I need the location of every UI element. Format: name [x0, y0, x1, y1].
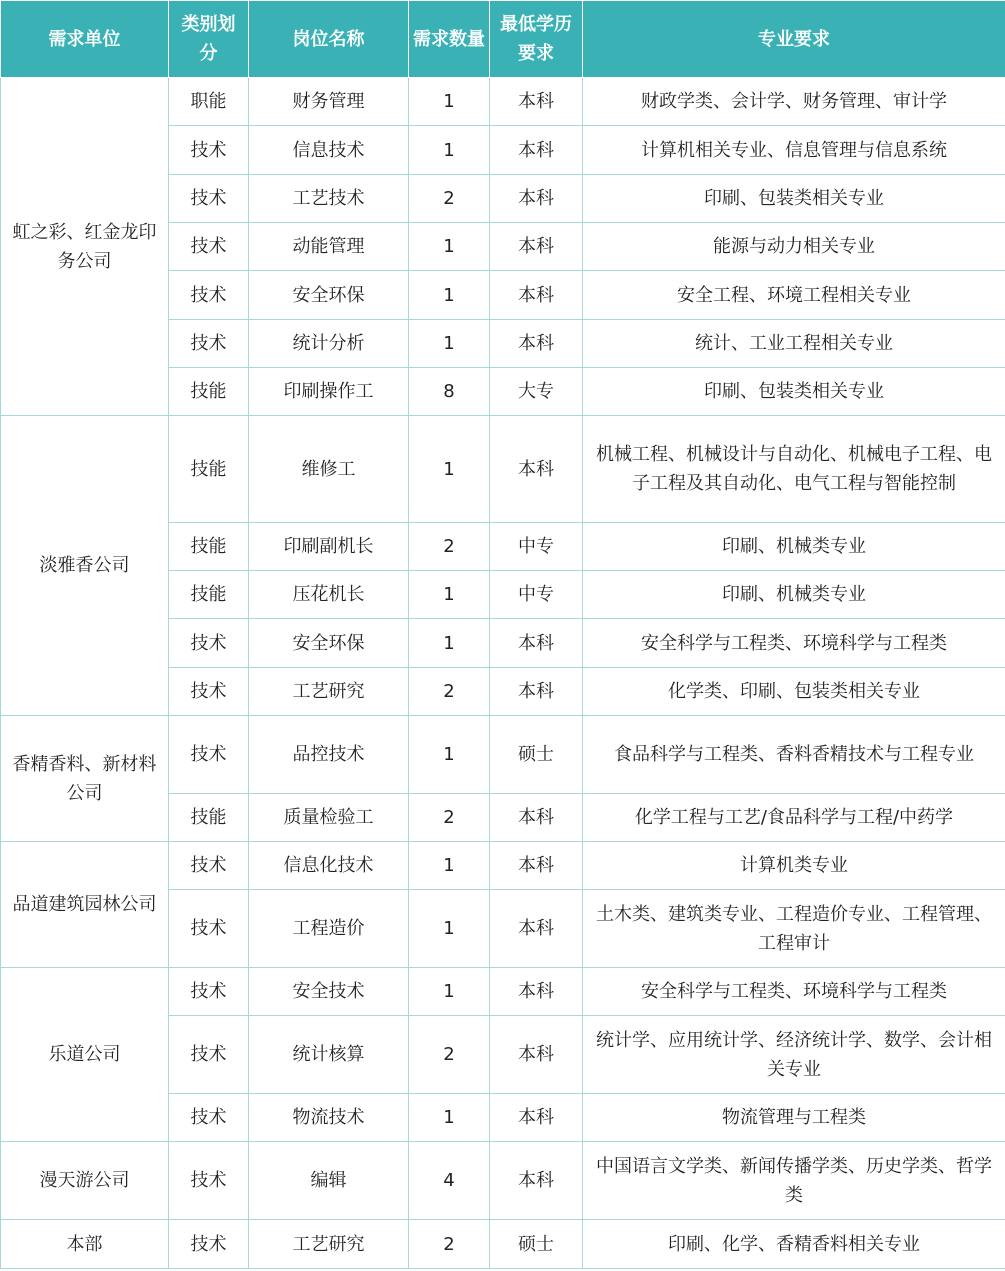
cell-count: 2: [409, 1016, 490, 1094]
cell-count: 1: [409, 842, 490, 890]
cell-category: 技术: [169, 1142, 249, 1220]
table-row: [1, 968, 1005, 1016]
cell-position: 安全环保: [249, 619, 409, 668]
cell-major: 印刷、机械类专业: [583, 523, 1005, 571]
cell-category: 技术: [169, 716, 249, 794]
cell-position: 维修工: [249, 416, 409, 523]
cell-education: 硕士: [490, 1220, 583, 1269]
cell-major: 印刷、机械类专业: [583, 571, 1005, 619]
cell-count: 1: [409, 271, 490, 320]
cell-position: 动能管理: [249, 223, 409, 271]
cell-position: 信息化技术: [249, 842, 409, 890]
cell-position: 工艺研究: [249, 668, 409, 716]
cell-count: 1: [409, 571, 490, 619]
cell-major: 计算机相关专业、信息管理与信息系统: [583, 126, 1005, 175]
cell-category: 技术: [169, 968, 249, 1016]
cell-major: 食品科学与工程类、香料香精技术与工程专业: [583, 716, 1005, 794]
header-row: [1, 1, 1005, 78]
cell-major: 机械工程、机械设计与自动化、机械电子工程、电子工程及其自动化、电气工程与智能控制: [583, 416, 1005, 523]
cell-position: 品控技术: [249, 716, 409, 794]
cell-position: 安全环保: [249, 271, 409, 320]
cell-education: 中专: [490, 571, 583, 619]
cell-count: 1: [409, 416, 490, 523]
cell-count: 1: [409, 126, 490, 175]
cell-category: 技术: [169, 1016, 249, 1094]
table-header: [1, 1, 1005, 78]
header-major: 专业要求: [583, 1, 1005, 78]
cell-unit: 品道建筑园林公司: [1, 842, 169, 968]
cell-position: 信息技术: [249, 126, 409, 175]
table-row: [1, 416, 1005, 523]
cell-count: 1: [409, 716, 490, 794]
cell-position: 编辑: [249, 1142, 409, 1220]
cell-position: 统计分析: [249, 320, 409, 368]
cell-category: 技术: [169, 890, 249, 968]
cell-category: 技术: [169, 271, 249, 320]
cell-education: 本科: [490, 968, 583, 1016]
cell-count: 1: [409, 78, 490, 126]
cell-category: 技术: [169, 1094, 249, 1142]
cell-major: 化学类、印刷、包装类相关专业: [583, 668, 1005, 716]
cell-education: 本科: [490, 794, 583, 842]
cell-category: 技能: [169, 368, 249, 416]
cell-major: 计算机类专业: [583, 842, 1005, 890]
table-body: [1, 78, 1005, 1269]
cell-category: 技术: [169, 842, 249, 890]
cell-major: 化学工程与工艺/食品科学与工程/中药学: [583, 794, 1005, 842]
cell-category: 技术: [169, 175, 249, 223]
cell-unit: 淡雅香公司: [1, 416, 169, 716]
cell-count: 8: [409, 368, 490, 416]
cell-education: 本科: [490, 416, 583, 523]
cell-major: 安全工程、环境工程相关专业: [583, 271, 1005, 320]
cell-position: 压花机长: [249, 571, 409, 619]
cell-count: 2: [409, 794, 490, 842]
cell-category: 技术: [169, 223, 249, 271]
cell-unit: 香精香料、新材料公司: [1, 716, 169, 842]
cell-education: 本科: [490, 1094, 583, 1142]
cell-category: 技能: [169, 416, 249, 523]
cell-education: 本科: [490, 320, 583, 368]
cell-major: 印刷、化学、香精香料相关专业: [583, 1220, 1005, 1269]
cell-major: 中国语言文学类、新闻传播学类、历史学类、哲学类: [583, 1142, 1005, 1220]
cell-category: 技术: [169, 668, 249, 716]
cell-position: 印刷副机长: [249, 523, 409, 571]
cell-major: 土木类、建筑类专业、工程造价专业、工程管理、工程审计: [583, 890, 1005, 968]
cell-position: 印刷操作工: [249, 368, 409, 416]
cell-count: 2: [409, 1220, 490, 1269]
cell-major: 印刷、包装类相关专业: [583, 368, 1005, 416]
cell-category: 技能: [169, 523, 249, 571]
cell-education: 中专: [490, 523, 583, 571]
cell-education: 本科: [490, 842, 583, 890]
cell-unit: 虹之彩、红金龙印务公司: [1, 78, 169, 416]
cell-position: 工艺研究: [249, 1220, 409, 1269]
cell-education: 本科: [490, 619, 583, 668]
cell-category: 职能: [169, 78, 249, 126]
cell-position: 统计核算: [249, 1016, 409, 1094]
cell-position: 质量检验工: [249, 794, 409, 842]
header-position: 岗位名称: [249, 1, 409, 78]
cell-count: 1: [409, 890, 490, 968]
cell-position: 工程造价: [249, 890, 409, 968]
table-row: [1, 716, 1005, 794]
cell-major: 印刷、包装类相关专业: [583, 175, 1005, 223]
cell-category: 技术: [169, 1220, 249, 1269]
cell-education: 本科: [490, 175, 583, 223]
cell-unit: 漫天游公司: [1, 1142, 169, 1220]
cell-category: 技术: [169, 126, 249, 175]
cell-category: 技术: [169, 320, 249, 368]
cell-category: 技术: [169, 619, 249, 668]
cell-education: 大专: [490, 368, 583, 416]
cell-major: 安全科学与工程类、环境科学与工程类: [583, 968, 1005, 1016]
cell-count: 1: [409, 320, 490, 368]
cell-major: 统计学、应用统计学、经济统计学、数学、会计相关专业: [583, 1016, 1005, 1094]
cell-major: 财政学类、会计学、财务管理、审计学: [583, 78, 1005, 126]
cell-education: 本科: [490, 1142, 583, 1220]
cell-position: 财务管理: [249, 78, 409, 126]
table-row: [1, 1142, 1005, 1220]
table-row: [1, 78, 1005, 126]
cell-education: 本科: [490, 668, 583, 716]
cell-major: 物流管理与工程类: [583, 1094, 1005, 1142]
cell-major: 安全科学与工程类、环境科学与工程类: [583, 619, 1005, 668]
cell-category: 技能: [169, 571, 249, 619]
cell-count: 1: [409, 1094, 490, 1142]
header-education: 最低学历要求: [490, 1, 583, 78]
cell-education: 本科: [490, 78, 583, 126]
header-count: 需求数量: [409, 1, 490, 78]
cell-education: 本科: [490, 1016, 583, 1094]
cell-unit: 乐道公司: [1, 968, 169, 1142]
cell-count: 2: [409, 175, 490, 223]
cell-category: 技能: [169, 794, 249, 842]
cell-education: 本科: [490, 890, 583, 968]
cell-unit: 本部: [1, 1220, 169, 1269]
cell-education: 本科: [490, 126, 583, 175]
header-category: 类别划分: [169, 1, 249, 78]
cell-count: 1: [409, 223, 490, 271]
cell-education: 本科: [490, 271, 583, 320]
table-row: [1, 842, 1005, 890]
header-unit: 需求单位: [1, 1, 169, 78]
cell-position: 工艺技术: [249, 175, 409, 223]
cell-major: 能源与动力相关专业: [583, 223, 1005, 271]
cell-count: 1: [409, 619, 490, 668]
cell-position: 安全技术: [249, 968, 409, 1016]
cell-position: 物流技术: [249, 1094, 409, 1142]
cell-major: 统计、工业工程相关专业: [583, 320, 1005, 368]
cell-count: 4: [409, 1142, 490, 1220]
cell-count: 1: [409, 968, 490, 1016]
cell-count: 2: [409, 668, 490, 716]
cell-count: 2: [409, 523, 490, 571]
cell-education: 本科: [490, 223, 583, 271]
table-row: [1, 1220, 1005, 1269]
cell-education: 硕士: [490, 716, 583, 794]
